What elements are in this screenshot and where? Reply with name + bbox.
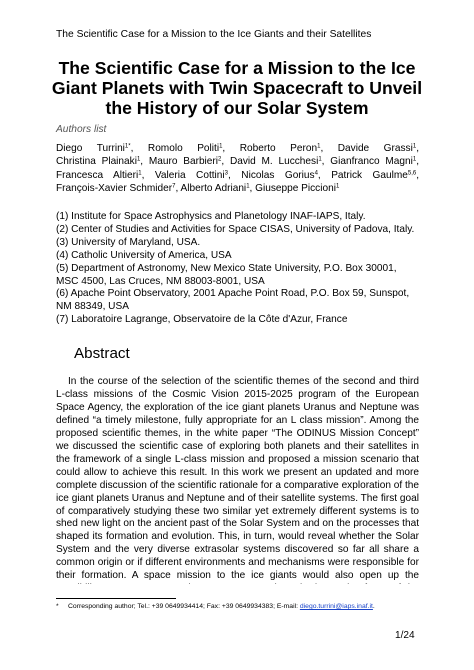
author-name bbox=[241, 170, 318, 181]
author-name bbox=[230, 156, 322, 167]
author-name bbox=[155, 170, 228, 181]
author-affiliation-mark: 1 bbox=[317, 143, 321, 150]
author-name bbox=[56, 156, 140, 167]
author-separator: , bbox=[228, 169, 242, 181]
author-name-text: Nicolas Gorius bbox=[241, 169, 315, 181]
footnote-text: Corresponding author; Tel.: +39 0649934414; Fax: +39 0649934383; E-mail: bbox=[68, 603, 300, 610]
footnote-mark: * bbox=[56, 603, 59, 610]
affiliations-list bbox=[56, 211, 419, 327]
authors-list bbox=[56, 142, 419, 196]
author-separator: , bbox=[249, 183, 256, 195]
author-separator: , bbox=[141, 169, 155, 181]
author-affiliation-mark: 3 bbox=[224, 170, 228, 177]
author-name bbox=[148, 143, 223, 154]
author-separator: , bbox=[416, 143, 419, 154]
author-affiliation-mark: 4 bbox=[314, 170, 318, 177]
author-affiliation-mark: 1 bbox=[318, 156, 322, 163]
paper-title: The Scientific Case for a Mission to the Ice Giant Planets with Twin Spacecraft to Unveil the History of our Solar System bbox=[51, 58, 423, 118]
author-name-text: François-Xavier Schmider bbox=[56, 183, 173, 195]
authors-heading: Authors list bbox=[56, 124, 107, 135]
author-name bbox=[255, 183, 339, 194]
author-name-text: Patrick Gaulme bbox=[331, 169, 408, 181]
author-name-text: Mauro Barbieri bbox=[148, 156, 219, 168]
author-separator: , bbox=[317, 169, 332, 181]
author-name-text: Davide Grassi bbox=[337, 143, 413, 154]
affiliation-item: (7) Laboratoire Lagrange, Observatoire de la Côte d'Azur, France bbox=[56, 314, 348, 326]
author-name-text: Roberto Peron bbox=[239, 143, 318, 154]
author-name-text: Romolo Politi bbox=[147, 143, 220, 154]
author-name-text: David M. Lucchesi bbox=[229, 156, 319, 168]
running-header: The Scientific Case for a Mission to the Ice Giants and their Satellites bbox=[56, 29, 372, 40]
author-affiliation-mark: 1 bbox=[136, 156, 141, 163]
author-separator: , bbox=[175, 183, 181, 195]
author-separator: , bbox=[221, 156, 230, 168]
affiliation-item: (2) Center of Studies and Activities for Space CISAS, University of Padova, Italy. bbox=[56, 223, 415, 235]
author-affiliation-mark: 1* bbox=[124, 143, 131, 150]
abstract-body: In the course of the selection of the scientific themes of the second and third L-class missions of the Cosmic Vision 2015-2025 program of the European Space Agency, the exploration of the ice giant planets Uranus and Neptune was defined “a timely milestone, fully appropriate for an L class mission”. Among the proposed scientific themes, in the white paper “The ODINUS Mission Concept” we discussed the scientific case of exploring both planets and their satellites in the framework of a single L-class mission and proposed a mission scenario that could allow to achieve this result. In this work we present an updated and more complete discussion of the scientific rationale for a comparative exploration of the ice giant planets Uranus and Neptune and of their satellite systems. The first goal of comparatively studying these two similar yet extremely different systems is to shed new light on the ancient past of the Solar System and on the processes that shaped its formation and evolution. This, in turn, would reveal whether the Solar System and the very diverse extrasolar systems discovered so far all share a common origin or if different environments and mechanisms were responsible for their formation. A space mission to the ice giants would also open up the bbox=[56, 376, 419, 582]
author-name-text: Giuseppe Piccioni bbox=[255, 183, 336, 195]
page-number: 1/24 bbox=[395, 630, 415, 641]
author-name-text: Valeria Cottini bbox=[154, 169, 225, 181]
author-separator: , bbox=[416, 169, 420, 181]
author-affiliation-mark: 1 bbox=[138, 170, 142, 177]
author-separator: , bbox=[130, 143, 148, 154]
author-separator: , bbox=[140, 156, 149, 168]
author-name bbox=[149, 156, 222, 167]
author-name bbox=[181, 183, 250, 194]
author-name-text: Alberto Adriani bbox=[180, 183, 247, 195]
author-name bbox=[56, 143, 131, 154]
author-affiliation-mark: 1 bbox=[412, 156, 417, 163]
email-link[interactable]: diego.turrini@iaps.inaf.it bbox=[299, 603, 373, 610]
author-name-text: Diego Turrini bbox=[56, 143, 125, 154]
author-separator: , bbox=[416, 156, 420, 168]
author-affiliation-mark: 5,6 bbox=[407, 170, 417, 177]
author-affiliation-mark: 7 bbox=[172, 183, 176, 190]
author-name bbox=[338, 143, 416, 154]
affiliation-item: (3) University of Maryland, USA. bbox=[56, 236, 201, 248]
affiliation-item: (6) Apache Point Observatory, 2001 Apache Point Road, P.O. Box 59, Sunspot, NM 88349, USA bbox=[56, 288, 410, 313]
author-name bbox=[56, 170, 142, 181]
author-affiliation-mark: 1 bbox=[412, 143, 417, 150]
author-affiliation-mark: 1 bbox=[219, 143, 223, 150]
author-name-text: Gianfranco Magni bbox=[330, 156, 413, 168]
footnote-divider bbox=[56, 598, 176, 599]
author-separator: , bbox=[321, 156, 331, 168]
abstract-heading: Abstract bbox=[74, 345, 130, 362]
footnote bbox=[56, 602, 436, 611]
author-name bbox=[240, 143, 321, 154]
author-affiliation-mark: 2 bbox=[218, 156, 222, 163]
author-name bbox=[331, 170, 416, 181]
author-separator: , bbox=[222, 143, 240, 154]
affiliation-item: (1) Institute for Space Astrophysics and Planetology INAF-IAPS, Italy. bbox=[56, 211, 366, 222]
author-name bbox=[330, 156, 416, 167]
author-separator: , bbox=[320, 143, 338, 154]
author-name-text: Francesca Altieri bbox=[56, 169, 139, 181]
affiliation-item: (4) Catholic University of America, USA bbox=[56, 249, 232, 261]
affiliation-item: (5) Department of Astronomy, New Mexico State University, P.O. Box 30001, MSC 4500, Las Cruces, NM 88003-8001, USA bbox=[56, 262, 397, 287]
author-name-text: Christina Plainaki bbox=[56, 156, 137, 168]
author-affiliation-mark: 1 bbox=[335, 183, 340, 190]
author-affiliation-mark: 1 bbox=[246, 183, 250, 190]
author-name bbox=[56, 183, 175, 194]
footnote-end: . bbox=[372, 603, 375, 610]
